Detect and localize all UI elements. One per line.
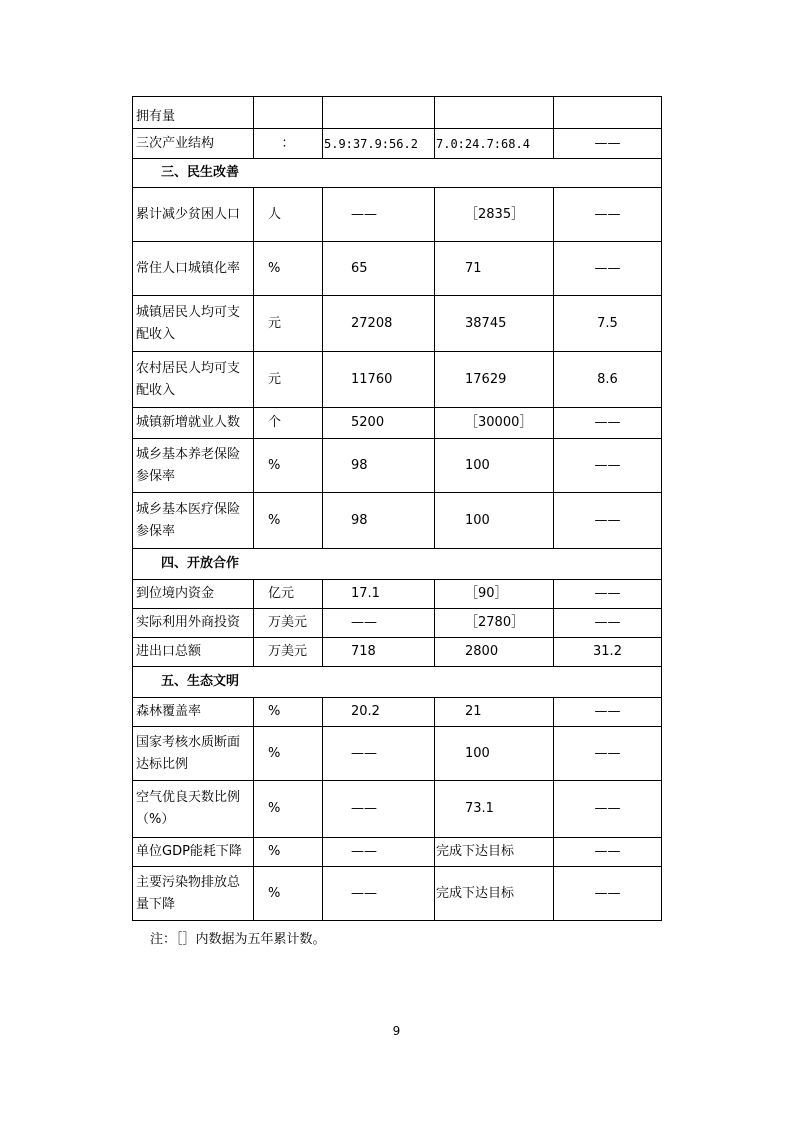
table-row (133, 609, 662, 638)
unit-cell (254, 97, 323, 129)
indicator-cell: 三次产业结构 (133, 129, 254, 159)
target-value-cell: 7.0:24.7:68.4 (435, 129, 554, 159)
base-value-cell: 98 (323, 439, 435, 493)
unit-cell: 人 (254, 188, 323, 242)
target-value-cell: 21 (435, 698, 554, 727)
unit-cell: % (254, 867, 323, 921)
growth-value-cell: —— (554, 129, 662, 159)
table-row (133, 838, 662, 867)
table-row (133, 727, 662, 781)
indicator-cell: 城镇新增就业人数 (133, 408, 254, 439)
indicator-cell: 城乡基本医疗保险参保率 (133, 493, 254, 549)
target-value-cell: 73.1 (435, 781, 554, 838)
growth-value-cell: —— (554, 493, 662, 549)
table-row (133, 97, 662, 129)
target-value-cell: ［90］ (435, 580, 554, 609)
base-value-cell: —— (323, 781, 435, 838)
growth-value-cell: —— (554, 781, 662, 838)
base-value-cell: 718 (323, 638, 435, 667)
growth-value-cell: 8.6 (554, 352, 662, 408)
indicators-table (132, 96, 662, 921)
base-value-cell: 98 (323, 493, 435, 549)
growth-value-cell (554, 97, 662, 129)
indicator-cell: 森林覆盖率 (133, 698, 254, 727)
table-row (133, 129, 662, 159)
table-row (133, 352, 662, 408)
unit-cell: % (254, 242, 323, 296)
target-value-cell: 38745 (435, 296, 554, 352)
growth-value-cell: 7.5 (554, 296, 662, 352)
section-row (133, 549, 662, 580)
table-row (133, 296, 662, 352)
target-value-cell: 100 (435, 727, 554, 781)
target-value-cell: 71 (435, 242, 554, 296)
section-row (133, 159, 662, 188)
growth-value-cell: —— (554, 242, 662, 296)
growth-value-cell: —— (554, 698, 662, 727)
growth-value-cell: —— (554, 727, 662, 781)
table-row (133, 781, 662, 838)
growth-value-cell: —— (554, 580, 662, 609)
indicator-cell: 累计减少贫困人口 (133, 188, 254, 242)
unit-cell: % (254, 439, 323, 493)
target-value-cell: ［2835］ (435, 188, 554, 242)
table-row (133, 698, 662, 727)
target-value-cell: ［2780］ (435, 609, 554, 638)
unit-cell: % (254, 781, 323, 838)
target-value-cell (435, 97, 554, 129)
target-value-cell: 完成下达目标 (435, 867, 554, 921)
base-value-cell: —— (323, 867, 435, 921)
indicator-cell: 单位GDP能耗下降 (133, 838, 254, 867)
indicator-cell: 拥有量 (133, 97, 254, 129)
unit-cell: 元 (254, 296, 323, 352)
base-value-cell: 27208 (323, 296, 435, 352)
growth-value-cell: —— (554, 188, 662, 242)
target-value-cell: 17629 (435, 352, 554, 408)
growth-value-cell: —— (554, 838, 662, 867)
table-row (133, 580, 662, 609)
indicator-cell: 城镇居民人均可支配收入 (133, 296, 254, 352)
base-value-cell: 5200 (323, 408, 435, 439)
table-row (133, 867, 662, 921)
table-footnote: 注：［］内数据为五年累计数。 (150, 932, 326, 947)
section-heading: 五、生态文明 (133, 667, 662, 698)
indicator-cell: 常住人口城镇化率 (133, 242, 254, 296)
unit-cell: 万美元 (254, 609, 323, 638)
base-value-cell: —— (323, 188, 435, 242)
growth-value-cell: —— (554, 408, 662, 439)
target-value-cell: ［30000］ (435, 408, 554, 439)
table-row (133, 439, 662, 493)
base-value-cell: 11760 (323, 352, 435, 408)
indicator-cell: 实际利用外商投资 (133, 609, 254, 638)
growth-value-cell: 31.2 (554, 638, 662, 667)
base-value-cell: 17.1 (323, 580, 435, 609)
table-row (133, 638, 662, 667)
unit-cell: % (254, 698, 323, 727)
unit-cell: % (254, 727, 323, 781)
section-row (133, 667, 662, 698)
indicator-cell: 到位境内资金 (133, 580, 254, 609)
base-value-cell: 5.9:37.9:56.2 (323, 129, 435, 159)
indicator-cell: 空气优良天数比例（%） (133, 781, 254, 838)
base-value-cell: —— (323, 727, 435, 781)
unit-cell: % (254, 838, 323, 867)
page-number: 9 (392, 1024, 401, 1038)
indicator-cell: 农村居民人均可支配收入 (133, 352, 254, 408)
indicator-cell: 城乡基本养老保险参保率 (133, 439, 254, 493)
base-value-cell (323, 97, 435, 129)
target-value-cell: 完成下达目标 (435, 838, 554, 867)
unit-cell: 亿元 (254, 580, 323, 609)
base-value-cell: 65 (323, 242, 435, 296)
unit-cell: 元 (254, 352, 323, 408)
unit-cell: ： (254, 129, 323, 159)
target-value-cell: 100 (435, 439, 554, 493)
indicator-cell: 国家考核水质断面达标比例 (133, 727, 254, 781)
growth-value-cell: —— (554, 867, 662, 921)
indicator-cell: 主要污染物排放总量下降 (133, 867, 254, 921)
target-value-cell: 100 (435, 493, 554, 549)
growth-value-cell: —— (554, 439, 662, 493)
table-row (133, 242, 662, 296)
section-heading: 四、开放合作 (133, 549, 662, 580)
growth-value-cell: —— (554, 609, 662, 638)
unit-cell: % (254, 493, 323, 549)
target-value-cell: 2800 (435, 638, 554, 667)
indicator-cell: 进出口总额 (133, 638, 254, 667)
section-heading: 三、民生改善 (133, 159, 662, 188)
base-value-cell: —— (323, 609, 435, 638)
unit-cell: 万美元 (254, 638, 323, 667)
base-value-cell: —— (323, 838, 435, 867)
unit-cell: 个 (254, 408, 323, 439)
base-value-cell: 20.2 (323, 698, 435, 727)
table-row (133, 493, 662, 549)
table-row (133, 408, 662, 439)
table-row (133, 188, 662, 242)
